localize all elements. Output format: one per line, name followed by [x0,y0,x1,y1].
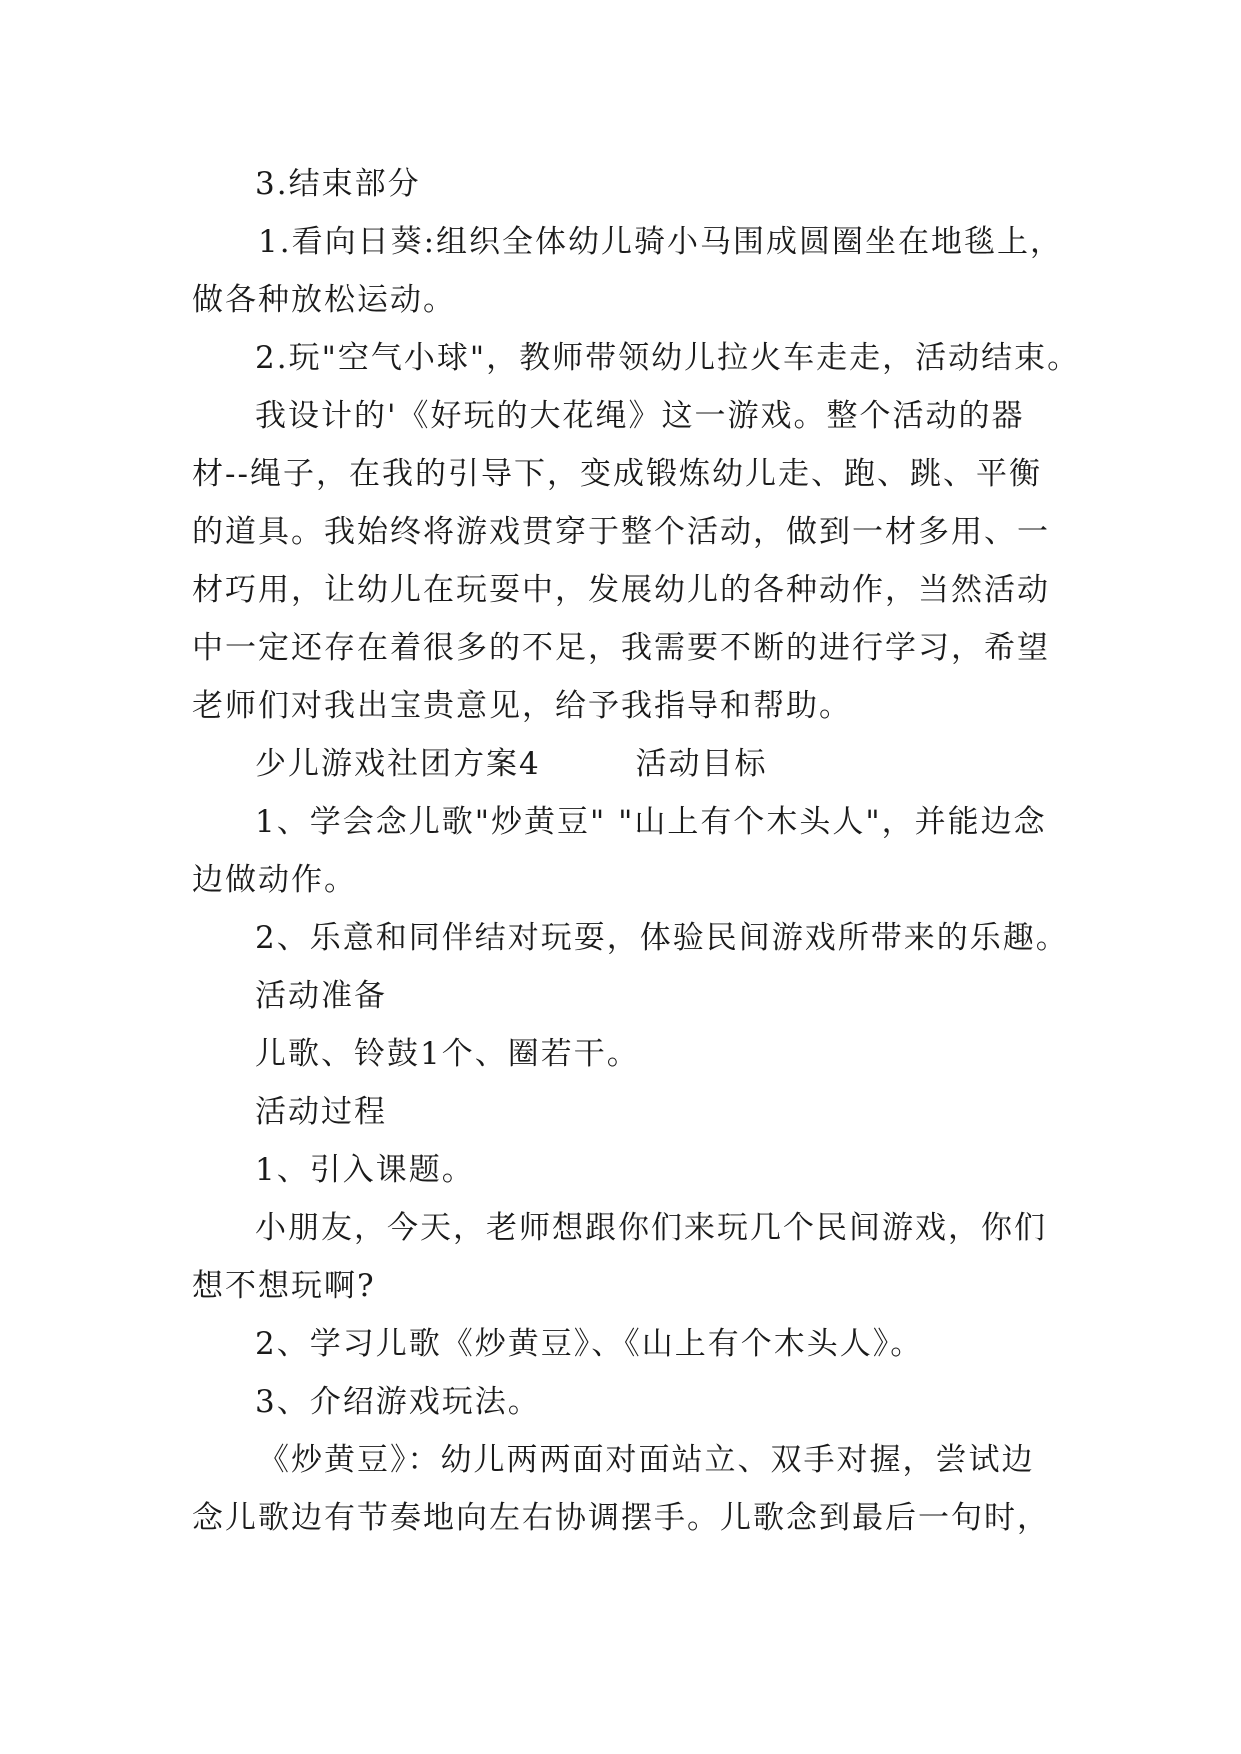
section-heading: 少儿游戏社团方案4 活动目标 [255,746,768,782]
paragraph-line: 我设计的'《好玩的大花绳》这一游戏。整个活动的器 [255,398,1025,434]
paragraph-line: 1、引入课题。 [255,1152,475,1188]
paragraph-line: 3、介绍游戏玩法。 [255,1384,541,1420]
section-heading: 3.结束部分 [255,166,421,202]
paragraph-line: 边做动作。 [192,862,357,898]
paragraph-line: 的道具。我始终将游戏贯穿于整个活动，做到一材多用、一 [192,514,1050,550]
paragraph-line: 中一定还存在着很多的不足，我需要不断的进行学习，希望 [192,630,1050,666]
paragraph-line: 2、学习儿歌《炒黄豆》、《山上有个木头人》。 [255,1326,924,1362]
section-heading: 活动过程 [255,1094,387,1130]
paragraph-line: 2、乐意和同伴结对玩耍，体验民间游戏所带来的乐趣。 [255,920,1069,956]
paragraph-line: 《炒黄豆》：幼儿两两面对面站立、双手对握，尝试边 [258,1442,1035,1478]
paragraph-line: 儿歌、铃鼓1个、圈若干。 [255,1036,640,1072]
paragraph-line: 1、学会念儿歌"炒黄豆" "山上有个木头人"，并能边念 [255,804,1047,840]
paragraph-line: 念儿歌边有节奏地向左右协调摆手。儿歌念到最后一句时， [192,1500,1050,1536]
section-heading: 活动准备 [255,978,387,1014]
paragraph-line: 2.玩"空气小球"，教师带领幼儿拉火车走走，活动结束。 [255,340,1081,376]
paragraph-line: 老师们对我出宝贵意见，给予我指导和帮助。 [192,688,852,724]
paragraph-line: 想不想玩啊? [192,1268,376,1304]
paragraph-line: 小朋友，今天，老师想跟你们来玩几个民间游戏，你们 [255,1210,1047,1246]
paragraph-line: 1.看向日葵:组织全体幼儿骑小马围成圆圈坐在地毯上， [258,224,1064,260]
paragraph-line: 材--绳子，在我的引导下，变成锻炼幼儿走、跑、跳、平衡 [192,456,1042,492]
paragraph-line: 做各种放松运动。 [192,282,456,318]
paragraph-line: 材巧用，让幼儿在玩耍中，发展幼儿的各种动作，当然活动 [192,572,1050,608]
